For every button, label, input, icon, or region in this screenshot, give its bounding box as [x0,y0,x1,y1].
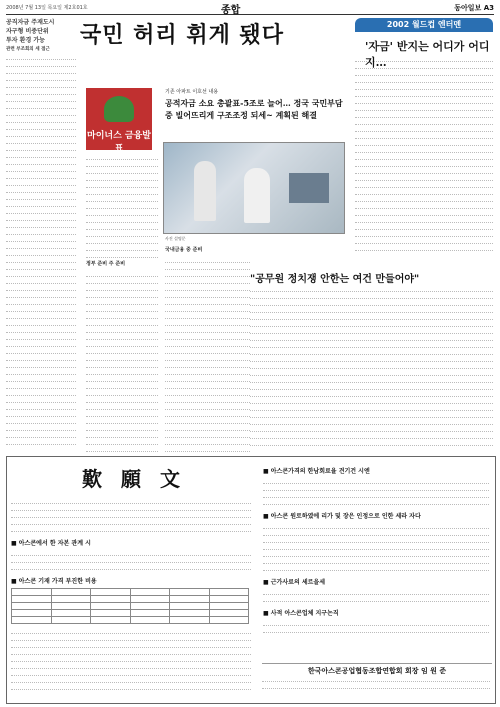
sub-meta: 기존 아파트 이호선 내용 [165,89,219,95]
photo-caption: 사진 설명문 [165,236,186,241]
person-figure [194,161,216,221]
sidebar-item: 자구형 비중단위 [6,28,49,35]
leaf-icon [104,96,134,122]
ad-section-heading: ■ 아스콘에서 한 자본 관계 시 [11,540,91,547]
ad-section-heading: ■ 아스콘 기재 가격 부진한 비용 [11,578,97,585]
section-title: 종합 [221,5,241,16]
person-figure [244,168,270,223]
advertisement [6,456,496,704]
ad-title: 歎 願 文 [82,467,186,491]
quote-heading: "공무원 정치쟁 안한는 여건 만들어야" [250,274,420,285]
ad-signature-title: 한국아스콘공업협동조합연합회 회장 임 원 준 [307,667,447,675]
column-heading: 정부 준비 주 준비 [86,261,126,267]
ad-section-heading: ■ 사적 아스콘업체 지구논직 [263,610,339,617]
quote-body [250,286,493,450]
right-box-header: 2002 월드컵 엔터멘 [355,18,493,32]
header-date: 2008년 7월 13일 목요일 제2호01호 [6,5,88,11]
ad-signature [262,663,492,694]
ad-left [11,461,257,691]
ad-section-heading: ■ 아스콘가격의 한남회료율 견기건 시엔 [263,468,370,475]
page-number: 동아일보 A3 [454,4,494,12]
sub-heading: 공적자금 소요 총괄표-5조로 늘어… 정국 국민부담 중 빌어뜨리게 구조조정 되세~ 계획된 해결 [165,98,343,120]
main-headline: 국민 허리 휘게 됐다 [80,22,284,48]
right-column [355,56,493,256]
monitor-figure [289,173,329,203]
article-photo [163,142,345,234]
sidebar-item: 관련 부조회의 세 접근 [6,47,50,52]
sidebar-item: 공직자금 주재도시 [6,19,55,26]
right-box-title: '자금' 반지는 어디가 어디지… [365,40,490,69]
ad-section-heading: ■ 근가사료의 세르을세 [263,579,326,586]
finance-badge [86,88,152,154]
ad-intro [11,498,251,533]
badge-label: 마이너스 금융발표 [87,131,151,154]
ad-table [11,588,249,624]
left-sidebar [6,18,76,450]
ad-section-heading: ■ 아스콘 원로하였에 리가 및 장은 인정으로 인한 세라 자다 [263,513,421,520]
article-column-2 [165,244,250,452]
article-column-1 [86,154,158,454]
page-header [6,0,494,15]
sidebar-body [6,54,76,450]
sidebar-item: 투자 환경 가능 [6,37,45,44]
column-heading: 국내금융 중 준비 [165,247,203,253]
ad-right [263,461,491,634]
